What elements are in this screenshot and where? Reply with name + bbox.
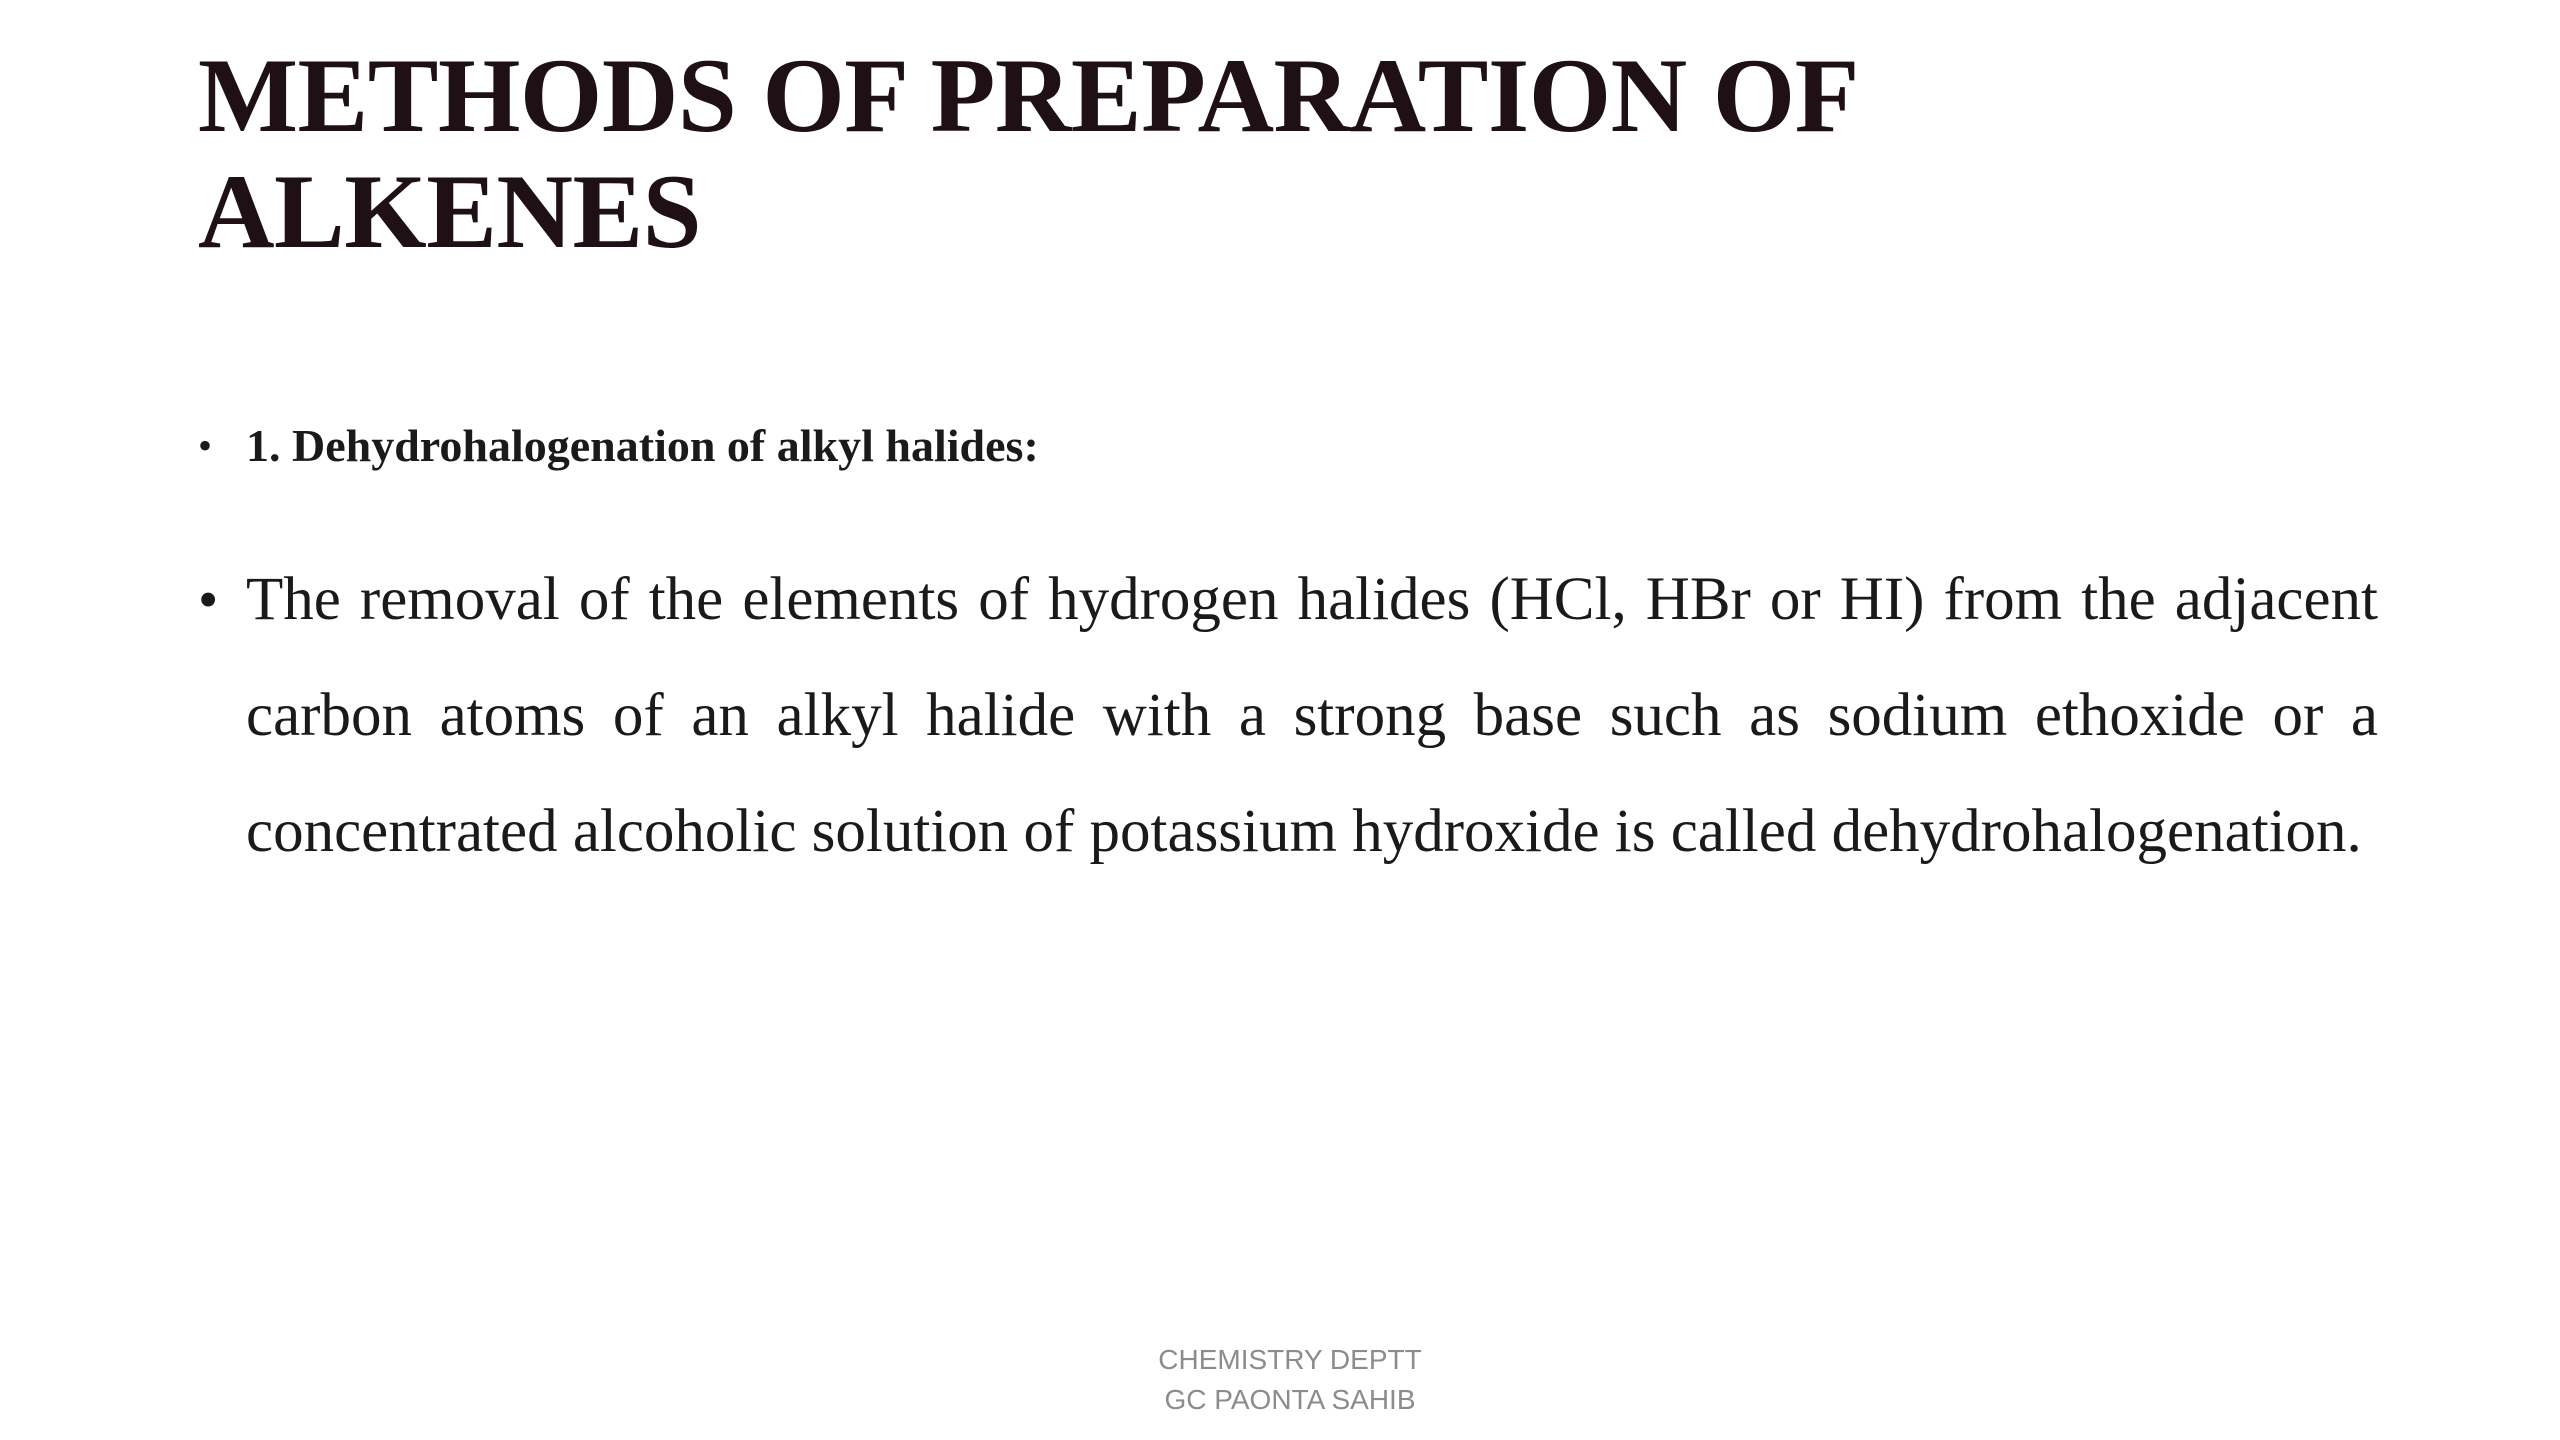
bullet-item-heading (198, 418, 2378, 474)
slide-footer (1080, 1340, 1500, 1420)
footer-department: CHEMISTRY DEPTT (1158, 1344, 1422, 1375)
bullet-marker: • (198, 423, 213, 468)
definition-paragraph: The removal of the elements of hydrogen halides (HCl, HBr or HI) from the adjacent carbon atoms of an alkyl halide with a strong base such as sodium ethoxide or a concentrated alcoholic solution of potassium hydroxide is called dehydrohalogenation. (246, 566, 2378, 865)
bullet-marker: • (198, 567, 219, 632)
footer-institution: GC PAONTA SAHIB (1164, 1384, 1416, 1415)
section-heading: 1. Dehydrohalogenation of alkyl halides: (246, 420, 1039, 471)
slide-title: METHODS OF PREPARATION OF ALKENES (198, 37, 1855, 270)
bullet-item-definition (198, 568, 2378, 890)
